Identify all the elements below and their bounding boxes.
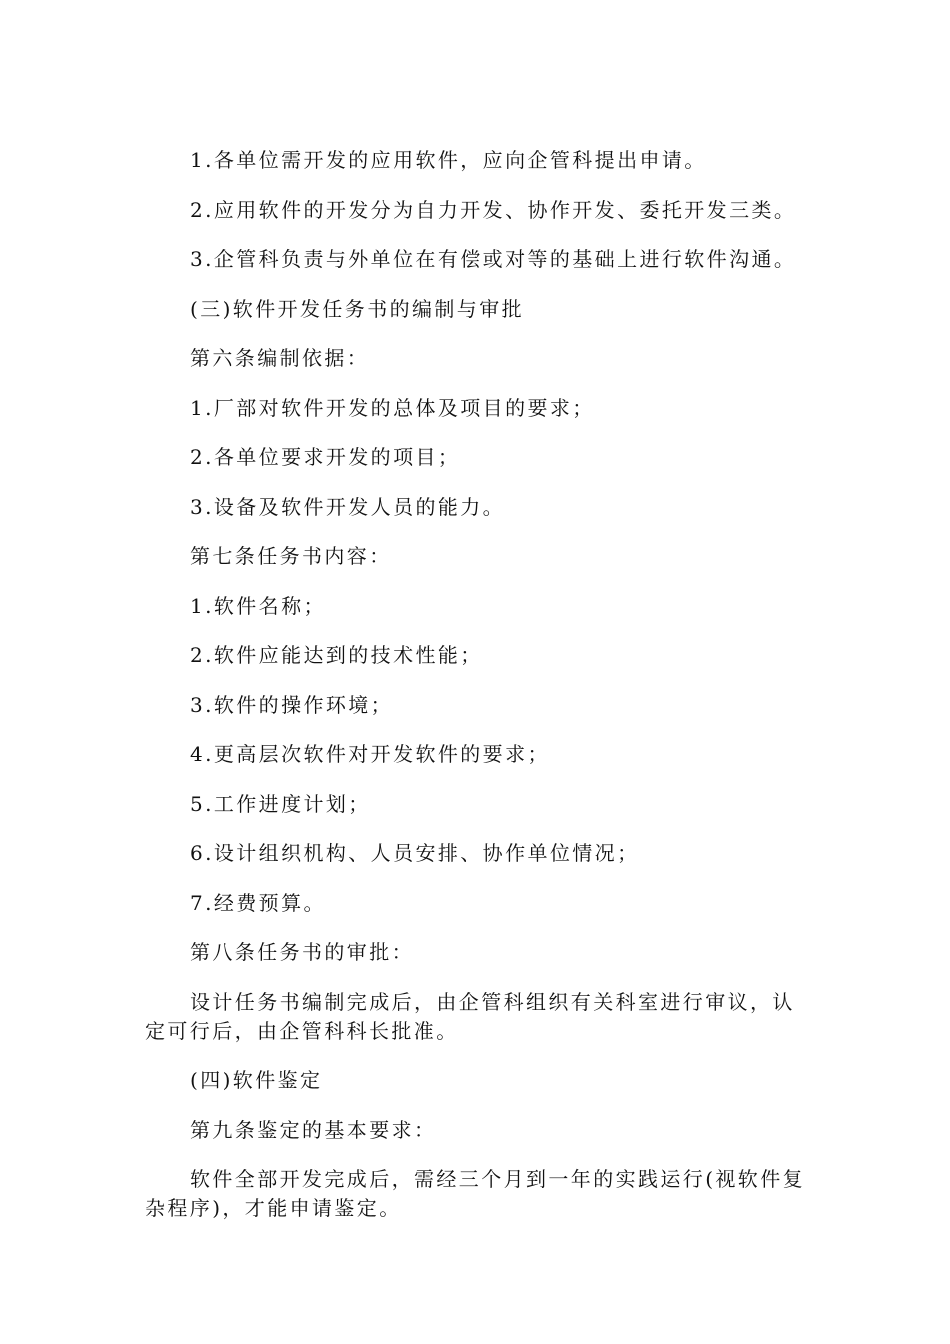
list-item-staff-capability: 3.设备及软件开发人员的能力。: [190, 494, 506, 519]
list-item-unit-projects: 2.各单位要求开发的项目；: [190, 445, 461, 469]
article-nine-heading: 第九条鉴定的基本要求：: [190, 1117, 437, 1142]
list-item-factory-requirements: 1.厂部对软件开发的总体及项目的要求；: [190, 395, 595, 420]
paragraph-software-communication: 3.企管科负责与外单位在有偿或对等的基础上进行软件沟通。: [190, 247, 797, 271]
article-eight-heading: 第八条任务书的审批：: [190, 940, 414, 964]
list-item-technical-performance: 2.软件应能达到的技术性能；: [190, 643, 483, 667]
document-body: [145, 146, 810, 1244]
list-item-operating-environment: 3.软件的操作环境；: [190, 692, 394, 717]
article-seven-heading: 第七条任务书内容：: [190, 544, 392, 568]
paragraph-task-book-approval: 设计任务书编制完成后，由企管科组织有关科室进行审议，认定可行后，由企管科科长批准。: [145, 989, 795, 1043]
paragraph-appraisal-requirements: 软件全部开发完成后，需经三个月到一年的实践运行(视软件复杂程序)，才能申请鉴定。: [145, 1167, 806, 1220]
section-heading-task-book: (三)软件开发任务书的编制与审批: [190, 296, 525, 321]
section-heading-appraisal: (四)软件鉴定: [190, 1068, 323, 1092]
list-item-organization: 6.设计组织机构、人员安排、协作单位情况；: [190, 841, 640, 865]
list-item-software-name: 1.软件名称；: [190, 593, 326, 618]
list-item-schedule: 5.工作进度计划；: [190, 791, 371, 816]
paragraph-application-request: 1.各单位需开发的应用软件，应向企管科提出申请。: [190, 148, 707, 172]
list-item-higher-level-requirements: 4.更高层次软件对开发软件的要求；: [190, 742, 550, 766]
paragraph-development-types: 2.应用软件的开发分为自力开发、协作开发、委托开发三类。: [190, 197, 797, 222]
article-six-heading: 第六条编制依据：: [190, 346, 370, 370]
list-item-budget: 7.经费预算。: [190, 890, 326, 915]
